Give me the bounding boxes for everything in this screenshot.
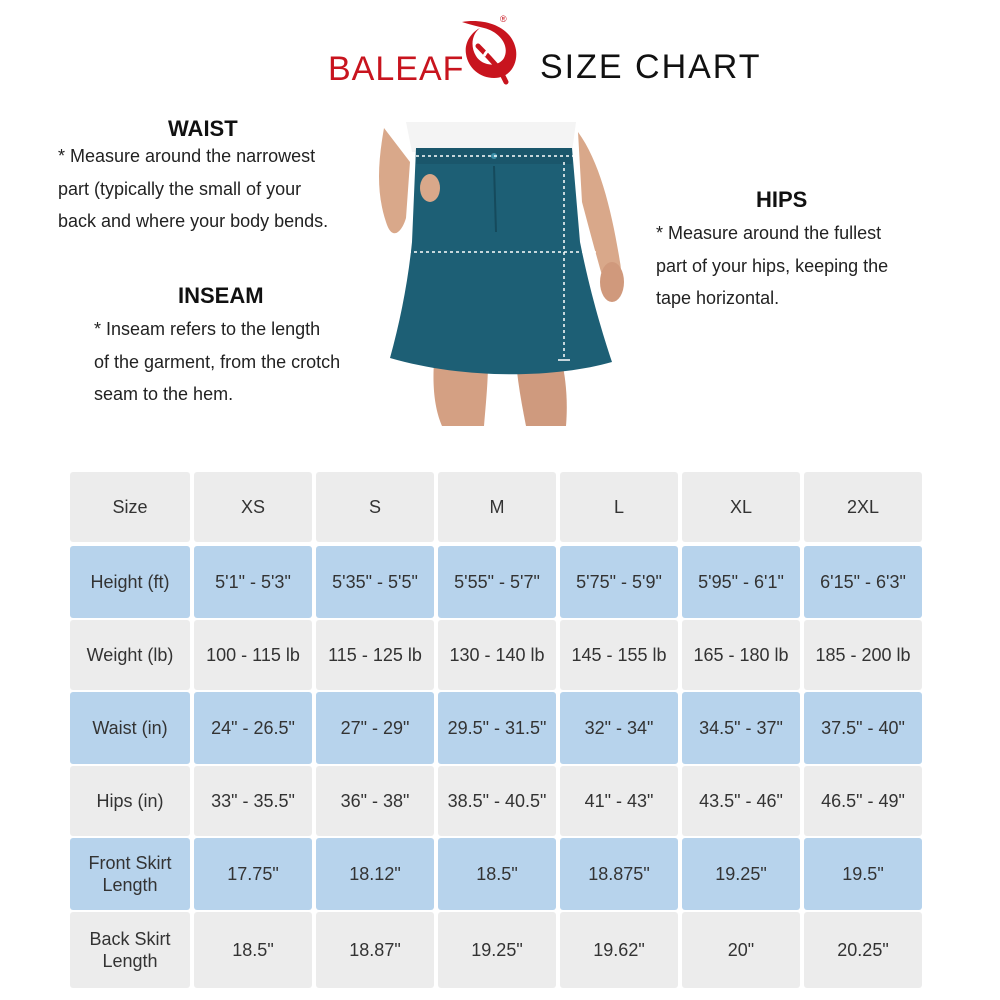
- skirt-model-image: [376, 122, 632, 426]
- table-cell: 18.5": [438, 838, 556, 910]
- hips-line-1: * Measure around the fullest: [656, 223, 882, 243]
- hips-description: [656, 217, 946, 315]
- waist-description: [58, 140, 378, 238]
- row-label: Size: [70, 472, 190, 542]
- table-cell: 20.25": [804, 912, 922, 988]
- table-cell: 5'35" - 5'5": [316, 546, 434, 618]
- table-cell: 130 - 140 lb: [438, 620, 556, 690]
- inseam-line-3: seam to the hem.: [94, 384, 234, 404]
- table-cell: 37.5" - 40": [804, 692, 922, 764]
- registered-mark: ®: [500, 14, 507, 24]
- size-header-cell: XL: [682, 472, 800, 542]
- row-label: Waist (in): [70, 692, 190, 764]
- table-cell: 19.5": [804, 838, 922, 910]
- table-cell: 5'95" - 6'1": [682, 546, 800, 618]
- hips-heading: HIPS: [756, 187, 808, 212]
- size-header-cell: 2XL: [804, 472, 922, 542]
- table-cell: 18.87": [316, 912, 434, 988]
- table-cell: 18.12": [316, 838, 434, 910]
- table-cell: 18.5": [194, 912, 312, 988]
- page-title: SIZE CHART: [540, 48, 762, 86]
- table-cell: 43.5" - 46": [682, 766, 800, 836]
- size-chart-table: [70, 472, 924, 992]
- size-header-cell: L: [560, 472, 678, 542]
- inseam-line-2: of the garment, from the crotch: [94, 351, 341, 372]
- row-label: Height (ft): [70, 546, 190, 618]
- table-cell: 115 - 125 lb: [316, 620, 434, 690]
- table-cell: 145 - 155 lb: [560, 620, 678, 690]
- inseam-heading: INSEAM: [178, 283, 264, 308]
- table-cell: 29.5" - 31.5": [438, 692, 556, 764]
- waist-line-3: back and where your body bends.: [58, 211, 329, 231]
- table-cell: 17.75": [194, 838, 312, 910]
- waist-heading: WAIST: [168, 116, 238, 141]
- size-header-cell: XS: [194, 472, 312, 542]
- size-header-cell: S: [316, 472, 434, 542]
- table-cell: 18.875": [560, 838, 678, 910]
- table-cell: 38.5" - 40.5": [438, 766, 556, 836]
- waist-line-1: * Measure around the narrowest: [58, 146, 316, 166]
- table-cell: 5'55" - 5'7": [438, 546, 556, 618]
- waist-line-2: part (typically the small of your: [58, 178, 302, 199]
- row-label: Front Skirt Length: [70, 838, 190, 910]
- table-cell: 24" - 26.5": [194, 692, 312, 764]
- table-cell: 20": [682, 912, 800, 988]
- table-cell: 41" - 43": [560, 766, 678, 836]
- table-cell: 46.5" - 49": [804, 766, 922, 836]
- table-cell: 19.25": [438, 912, 556, 988]
- inseam-line-1: * Inseam refers to the length: [94, 319, 321, 339]
- table-cell: 5'1" - 5'3": [194, 546, 312, 618]
- row-label: Back Skirt Length: [70, 912, 190, 988]
- row-label: Weight (lb): [70, 620, 190, 690]
- table-cell: 6'15" - 6'3": [804, 546, 922, 618]
- table-cell: 19.25": [682, 838, 800, 910]
- table-cell: 32" - 34": [560, 692, 678, 764]
- row-label: Hips (in): [70, 766, 190, 836]
- table-cell: 185 - 200 lb: [804, 620, 922, 690]
- leaf-logo-icon: [454, 16, 524, 86]
- brand-name: BALEAF: [328, 50, 465, 88]
- size-header-cell: M: [438, 472, 556, 542]
- table-cell: 165 - 180 lb: [682, 620, 800, 690]
- inseam-description: [94, 313, 384, 411]
- table-cell: 27" - 29": [316, 692, 434, 764]
- table-cell: 100 - 115 lb: [194, 620, 312, 690]
- hips-line-3: tape horizontal.: [656, 288, 780, 308]
- header: [0, 14, 1000, 94]
- table-cell: 19.62": [560, 912, 678, 988]
- table-cell: 5'75" - 5'9": [560, 546, 678, 618]
- table-cell: 36" - 38": [316, 766, 434, 836]
- table-cell: 34.5" - 37": [682, 692, 800, 764]
- hips-line-2: part of your hips, keeping the: [656, 255, 889, 276]
- table-cell: 33" - 35.5": [194, 766, 312, 836]
